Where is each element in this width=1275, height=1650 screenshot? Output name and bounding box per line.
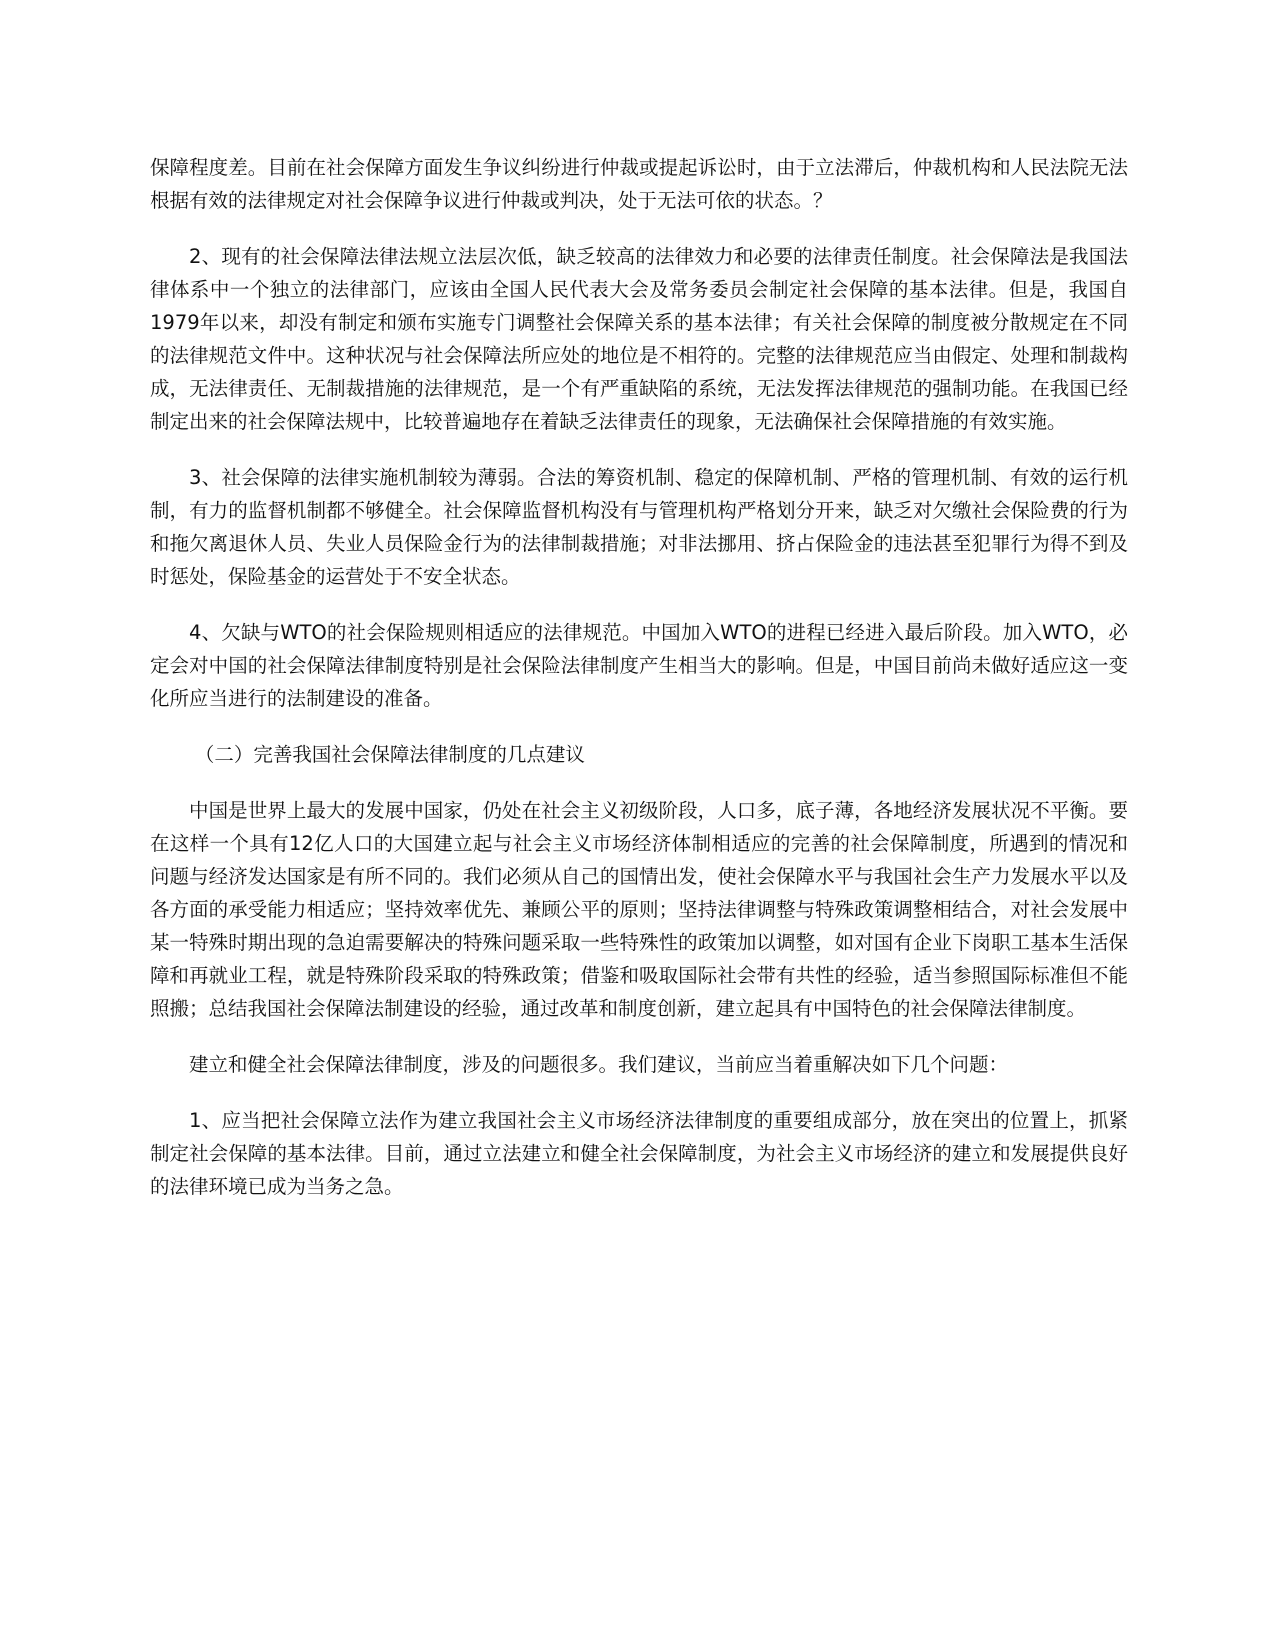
document-body — [150, 151, 1128, 1226]
paragraph-item-4: 4、欠缺与WTO的社会保险规则相适应的法律规范。中国加入WTO的进程已经进入最后阶段。加入WTO，必定会对中国的社会保障法律制度特别是社会保险法律制度产生相当大的影响。但是，中国目前尚未做好适应这一变化所应当进行的法制建设的准备。 — [150, 621, 1128, 710]
section-heading: （二）完善我国社会保障法律制度的几点建议 — [194, 743, 585, 766]
paragraph-item-2: 2、现有的社会保障法律法规立法层次低，缺乏较高的法律效力和必要的法律责任制度。社会保障法是我国法律体系中一个独立的法律部门，应该由全国人民代表大会及常务委员会制定社会保障的基本法律。但是，我国自1979年以来，却没有制定和颁布实施专门调整社会保障关系的基本法律；有关社会保障的制度被分散规定在不同的法律规范文件中。这种状况与社会保障法所应处的地位是不相符的。完整的法律规范应当由假定、处理和制裁构成，无法律责任、无制裁措施的法律规范，是一个有严重缺陷的系统，无法发挥法律规范的强制功能。在我国已经制定出来的社会保障法规中，比较普遍地存在着缺乏法律责任的现象，无法确保社会保障措施的有效实施。 — [150, 245, 1128, 433]
paragraph-national-context: 中国是世界上最大的发展中国家，仍处在社会主义初级阶段，人口多，底子薄，各地经济发展状况不平衡。要在这样一个具有12亿人口的大国建立起与社会主义市场经济体制相适应的完善的社会保障制度，所遇到的情况和问题与经济发达国家是有所不同的。我们必须从自己的国情出发，使社会保障水平与我国社会生产力发展水平以及各方面的承受能力相适应；坚持效率优先、兼顾公平的原则；坚持法律调整与特殊政策调整相结合，对社会发展中某一特殊时期出现的急迫需要解决的特殊问题采取一些特殊性的政策加以调整，如对国有企业下岗职工基本生活保障和再就业工程，就是特殊阶段采取的特殊政策；借鉴和吸取国际社会带有共性的经验，适当参照国际标准但不能照搬；总结我国社会保障法制建设的经验，通过改革和制度创新，建立起具有中国特色的社会保障法律制度。 — [150, 799, 1128, 1020]
paragraph-suggestions-intro: 建立和健全社会保障法律制度，涉及的问题很多。我们建议，当前应当着重解决如下几个问题： — [189, 1053, 1009, 1076]
paragraph-item-3: 3、社会保障的法律实施机制较为薄弱。合法的筹资机制、稳定的保障机制、严格的管理机制、有效的运行机制，有力的监督机制都不够健全。社会保障监督机构没有与管理机构严格划分开来，缺乏对欠缴社会保险费的行为和拖欠离退休人员、失业人员保险金行为的法律制裁措施；对非法挪用、挤占保险金的违法甚至犯罪行为得不到及时惩处，保险基金的运营处于不安全状态。 — [150, 466, 1128, 588]
paragraph-continuation: 保障程度差。目前在社会保障方面发生争议纠纷进行仲裁或提起诉讼时，由于立法滞后，仲裁机构和人民法院无法根据有效的法律规定对社会保障争议进行仲裁或判决，处于无法可依的状态。？ — [150, 156, 1128, 212]
paragraph-suggestion-1: 1、应当把社会保障立法作为建立我国社会主义市场经济法律制度的重要组成部分，放在突出的位置上，抓紧制定社会保障的基本法律。目前，通过立法建立和健全社会保障制度，为社会主义市场经济的建立和发展提供良好的法律环境已成为当务之急。 — [150, 1109, 1128, 1198]
